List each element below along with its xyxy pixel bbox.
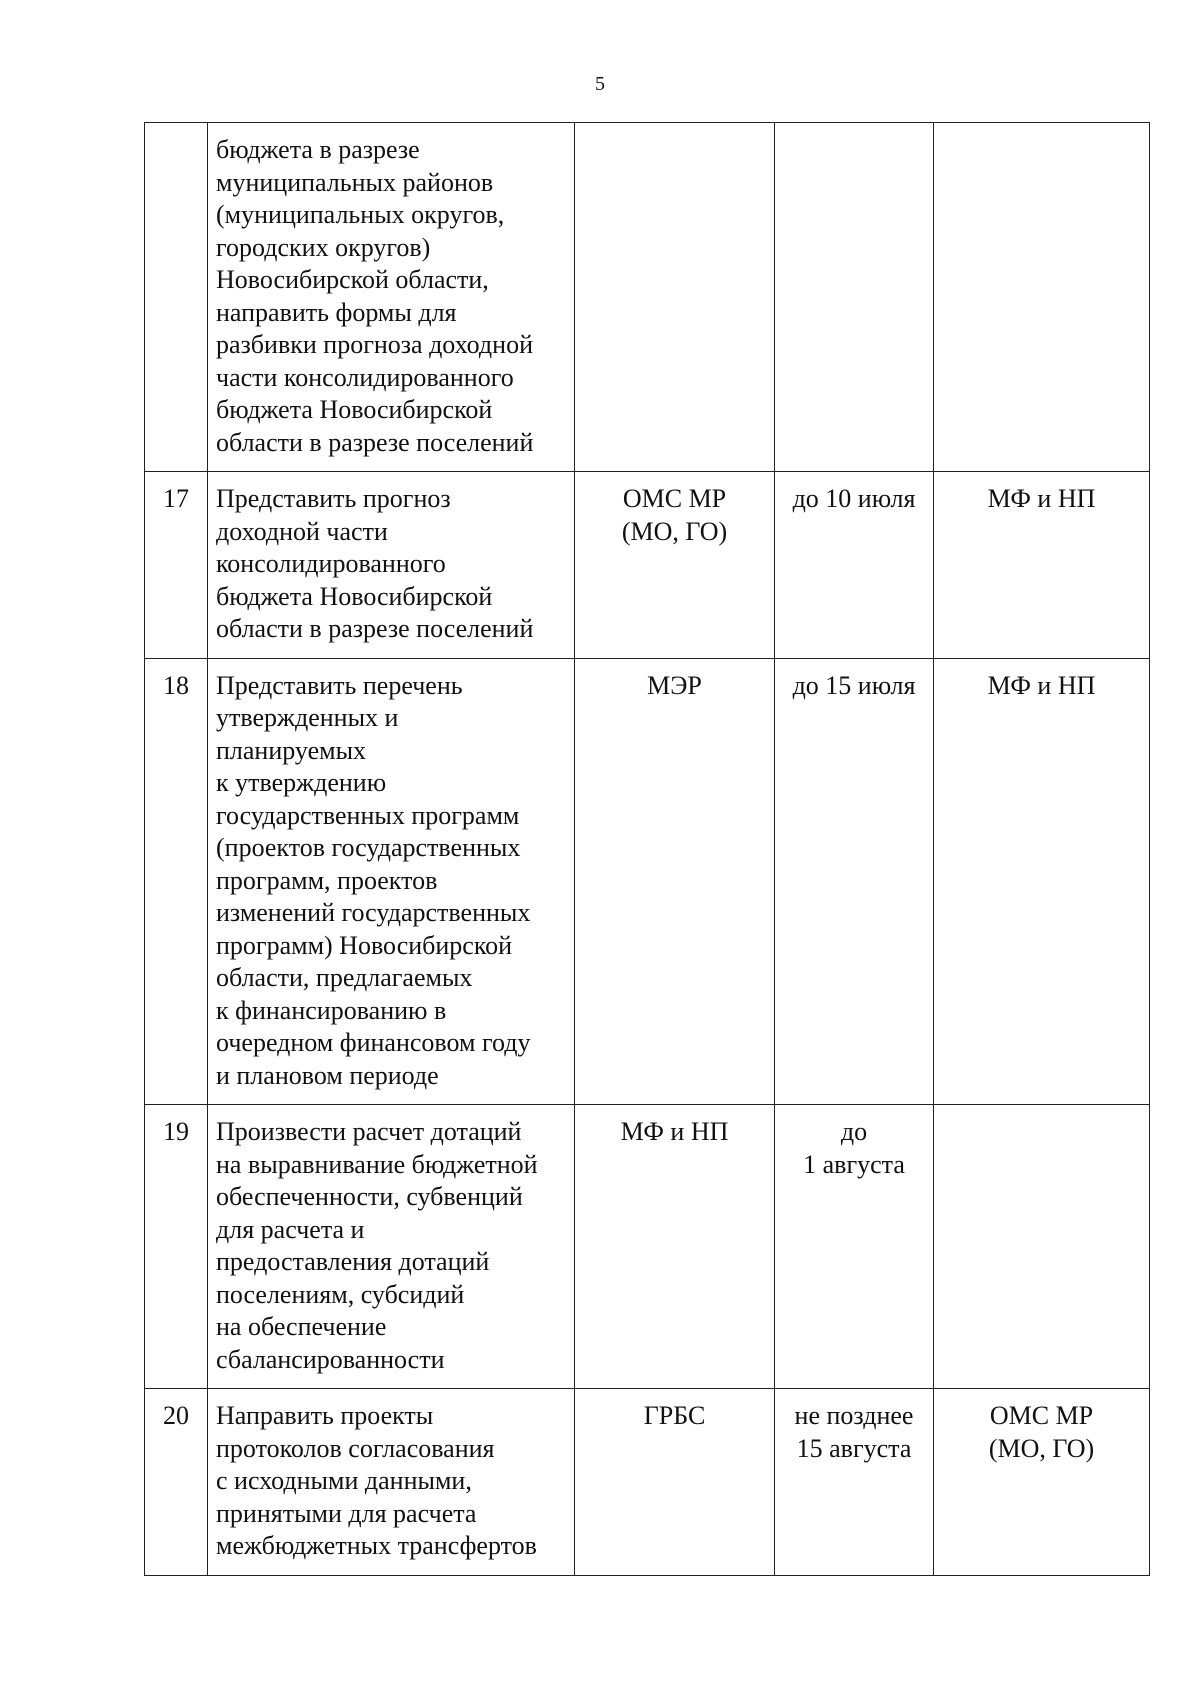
row-number-cell: 17 [145,472,208,659]
page-number: 5 [595,73,605,95]
cell-text-line: Новосибирской области, [216,265,489,294]
cell-text-line: программ, проектов [216,865,438,895]
cell-text-line: (муниципальных округов, [216,200,505,229]
recipient-cell [934,1389,1150,1576]
cell-text-line: муниципальных районов [216,167,494,197]
task-cell [208,658,575,1105]
task-cell [208,1389,575,1576]
cell-text-line: МФ и НП [620,1117,729,1146]
cell-text-line: части консолидированного [216,362,514,392]
cell-text-line: бюджета Новосибирской [216,581,493,611]
cell-text-line: до 10 июля [792,484,916,513]
cell-text-line: ОМС МР [989,1401,1094,1430]
cell-text-line: бюджета Новосибирской [216,395,493,424]
cell-text-line: поселениям, субсидий [216,1279,465,1309]
recipient-cell [934,1105,1150,1389]
cell-text-line: до 15 июля [792,670,916,700]
executor-cell [575,1105,775,1389]
cell-text-line: до [840,1117,868,1146]
task-cell [208,1105,575,1389]
cell-text-line: государственных программ [216,800,520,830]
cell-text-line: к утверждению [216,768,387,797]
cell-text-line: 15 августа [796,1433,912,1463]
row-number-cell: 19 [145,1105,208,1389]
cell-text-line: ОМС МР [622,484,727,513]
recipient-cell [934,658,1150,1105]
cell-text-line: Направить проекты [216,1401,434,1430]
cell-text-line: разбивки прогноза доходной [216,330,533,359]
table-row [145,472,1150,659]
cell-text-line: планируемых [216,735,367,765]
row-number-cell: 20 [145,1389,208,1576]
cell-text-line: бюджета в разрезе [216,135,420,164]
cell-text-line: к финансированию в [216,995,447,1025]
cell-text-line: программ) Новосибирской [216,930,513,960]
cell-text-line: городских округов) [216,232,431,262]
cell-text-line: доходной части [216,516,388,546]
deadline-cell [775,123,934,472]
cell-text-line: протоколов согласования [216,1433,495,1463]
table-row [145,1105,1150,1389]
cell-text-line: области, предлагаемых [216,963,473,992]
recipient-cell [934,123,1150,472]
cell-text-line: (проектов государственных [216,833,521,862]
cell-text-line: консолидированного [216,549,446,578]
table-body [145,123,1150,1576]
executor-cell [575,1389,775,1576]
cell-text-line: на выравнивание бюджетной [216,1149,538,1179]
cell-text-line: сбалансированности [216,1344,445,1374]
cell-text-line: межбюджетных трансфертов [216,1531,537,1560]
deadline-cell [775,658,934,1105]
cell-text-line: Произвести расчет дотаций [216,1117,522,1146]
executor-cell [575,123,775,472]
cell-text-line: области в разрезе поселений [216,427,534,457]
table-row [145,1389,1150,1576]
executor-cell [575,472,775,659]
deadline-cell [775,472,934,659]
cell-text-line: Представить прогноз [216,484,451,513]
cell-text-line: с исходными данными, [216,1466,472,1495]
cell-text-line: Представить перечень [216,670,463,700]
cell-text-line: для расчета и [216,1214,365,1244]
cell-text-line: утвержденных и [216,703,399,732]
recipient-cell [934,472,1150,659]
task-cell [208,472,575,659]
cell-text-line: принятыми для расчета [216,1498,477,1528]
cell-text-line: предоставления дотаций [216,1247,490,1276]
cell-text-line: на обеспечение [216,1312,387,1341]
plan-table [144,122,1150,1576]
cell-text-line: не позднее [794,1401,914,1430]
task-cell [208,123,575,472]
cell-text-line: и плановом периоде [216,1060,439,1090]
cell-text-line: МЭР [647,670,702,700]
cell-text-line: области в разрезе поселений [216,614,534,643]
deadline-cell [775,1389,934,1576]
row-number-cell: 18 [145,658,208,1105]
deadline-cell [775,1105,934,1389]
cell-text-line: (МО, ГО) [621,516,728,546]
cell-text-line: (МО, ГО) [988,1433,1095,1463]
cell-text-line: ГРБС [643,1401,706,1430]
table-row [145,658,1150,1105]
cell-text-line: МФ и НП [987,484,1096,513]
cell-text-line: направить формы для [216,297,457,327]
cell-text-line: МФ и НП [987,670,1096,700]
row-number-cell [145,123,208,472]
cell-text-line: обеспеченности, субвенций [216,1182,523,1211]
table-row [145,123,1150,472]
cell-text-line: очередном финансовом году [216,1028,531,1057]
cell-text-line: изменений государственных [216,898,531,927]
executor-cell [575,658,775,1105]
cell-text-line: 1 августа [803,1149,905,1179]
